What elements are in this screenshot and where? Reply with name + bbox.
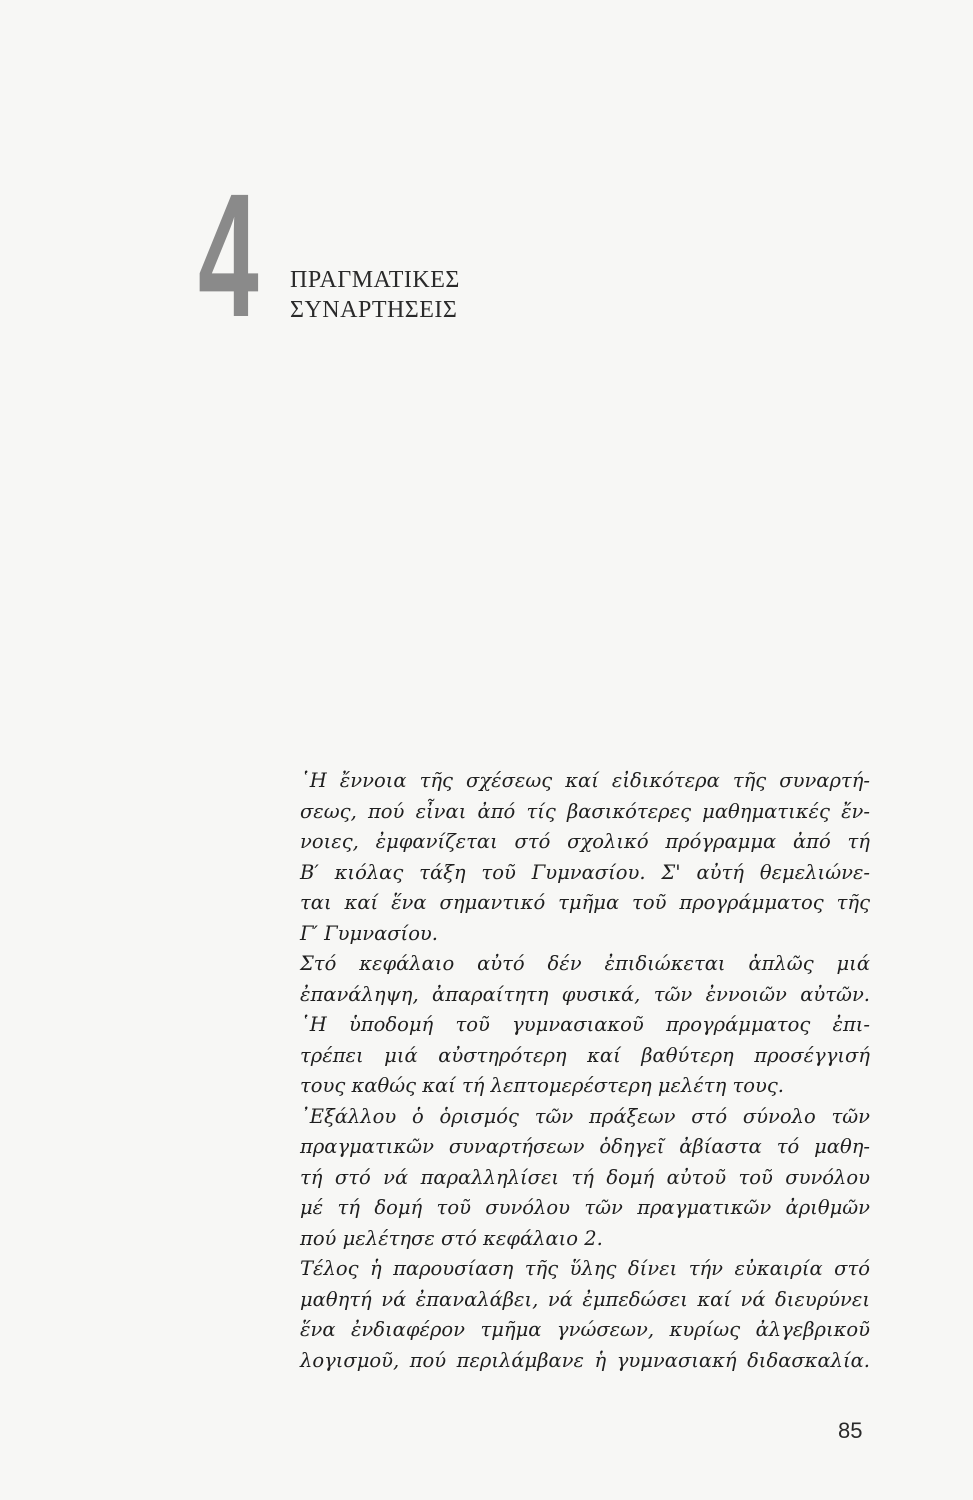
text-line: ῾Η ἔννοια τῆς σχέσεως καί εἰδικότερα τῆς συναρτή- (300, 769, 870, 792)
text-line: σεως, πού εἶναι ἀπό τίς βασικότερες μαθηματικές ἔν- (300, 799, 870, 823)
text-line: τρέπει μιά αὐστηρότερη καί βαθύτερη προσέγγισή (300, 1043, 870, 1067)
text-line: ται καί ἕνα σημαντικό τμῆμα τοῦ προγράμματος τῆς (300, 891, 870, 914)
text-line: Γ′ Γυμνασίου. (300, 921, 438, 945)
text-line: τους καθώς καί τή λεπτομερέστερη μελέτη τους. (300, 1074, 784, 1097)
text-line: ἐπανάληψη, ἀπαραίτητη φυσικά, τῶν ἐννοιῶν αὐτῶν. (300, 982, 870, 1006)
page-number: 85 (838, 1418, 863, 1443)
text-line: μέ τή δομή τοῦ συνόλου τῶν πραγματικῶν ἀριθμῶν (300, 1196, 870, 1219)
text-line: ῾Η ὑποδομή τοῦ γυμνασιακοῦ προγράμματος ἐπι- (300, 1013, 870, 1036)
text-line: μαθητή νά ἐπαναλάβει, νά ἐμπεδώσει καί νά διευρύνει (300, 1287, 870, 1311)
text-line: ἕνα ἐνδιαφέρον τμῆμα γνώσεων, κυρίως ἀλγεβρικοῦ (300, 1318, 870, 1341)
intro-paragraphs (300, 766, 870, 1376)
text-line: Β′ κιόλας τάξη τοῦ Γυμνασίου. Σ' αὐτή θεμελιώνε- (300, 860, 870, 884)
text-line: πού μελέτησε στό κεφάλαιο 2. (300, 1226, 603, 1250)
chapter-number: 4 (198, 158, 258, 354)
chapter-title (290, 265, 460, 325)
chapter-title-line: ΣΥΝΑΡΤΗΣΕΙΣ (290, 297, 458, 323)
text-line: νοιες, ἐμφανίζεται στό σχολικό πρόγραμμα ἀπό τή (300, 830, 870, 853)
text-line: ᾿Εξάλλου ὁ ὁρισμός τῶν πράξεων στό σύνολο τῶν (300, 1104, 870, 1128)
text-line: τή στό νά παραλληλίσει τή δομή αὐτοῦ τοῦ συνόλου (300, 1165, 870, 1189)
text-line: πραγματικῶν συναρτήσεων ὁδηγεῖ ἀβίαστα τό μαθη- (300, 1135, 870, 1158)
text-line: λογισμοῦ, πού περιλάμβανε ἡ γυμνασιακή διδασκαλία. (300, 1348, 870, 1372)
text-line: Τέλος ἡ παρουσίαση τῆς ὕλης δίνει τήν εὐκαιρία στό (300, 1257, 870, 1280)
text-line: Στό κεφάλαιο αὐτό δέν ἐπιδιώκεται ἁπλῶς μιά (300, 952, 870, 975)
chapter-title-line: ΠΡΑΓΜΑΤΙΚΕΣ (290, 267, 460, 293)
